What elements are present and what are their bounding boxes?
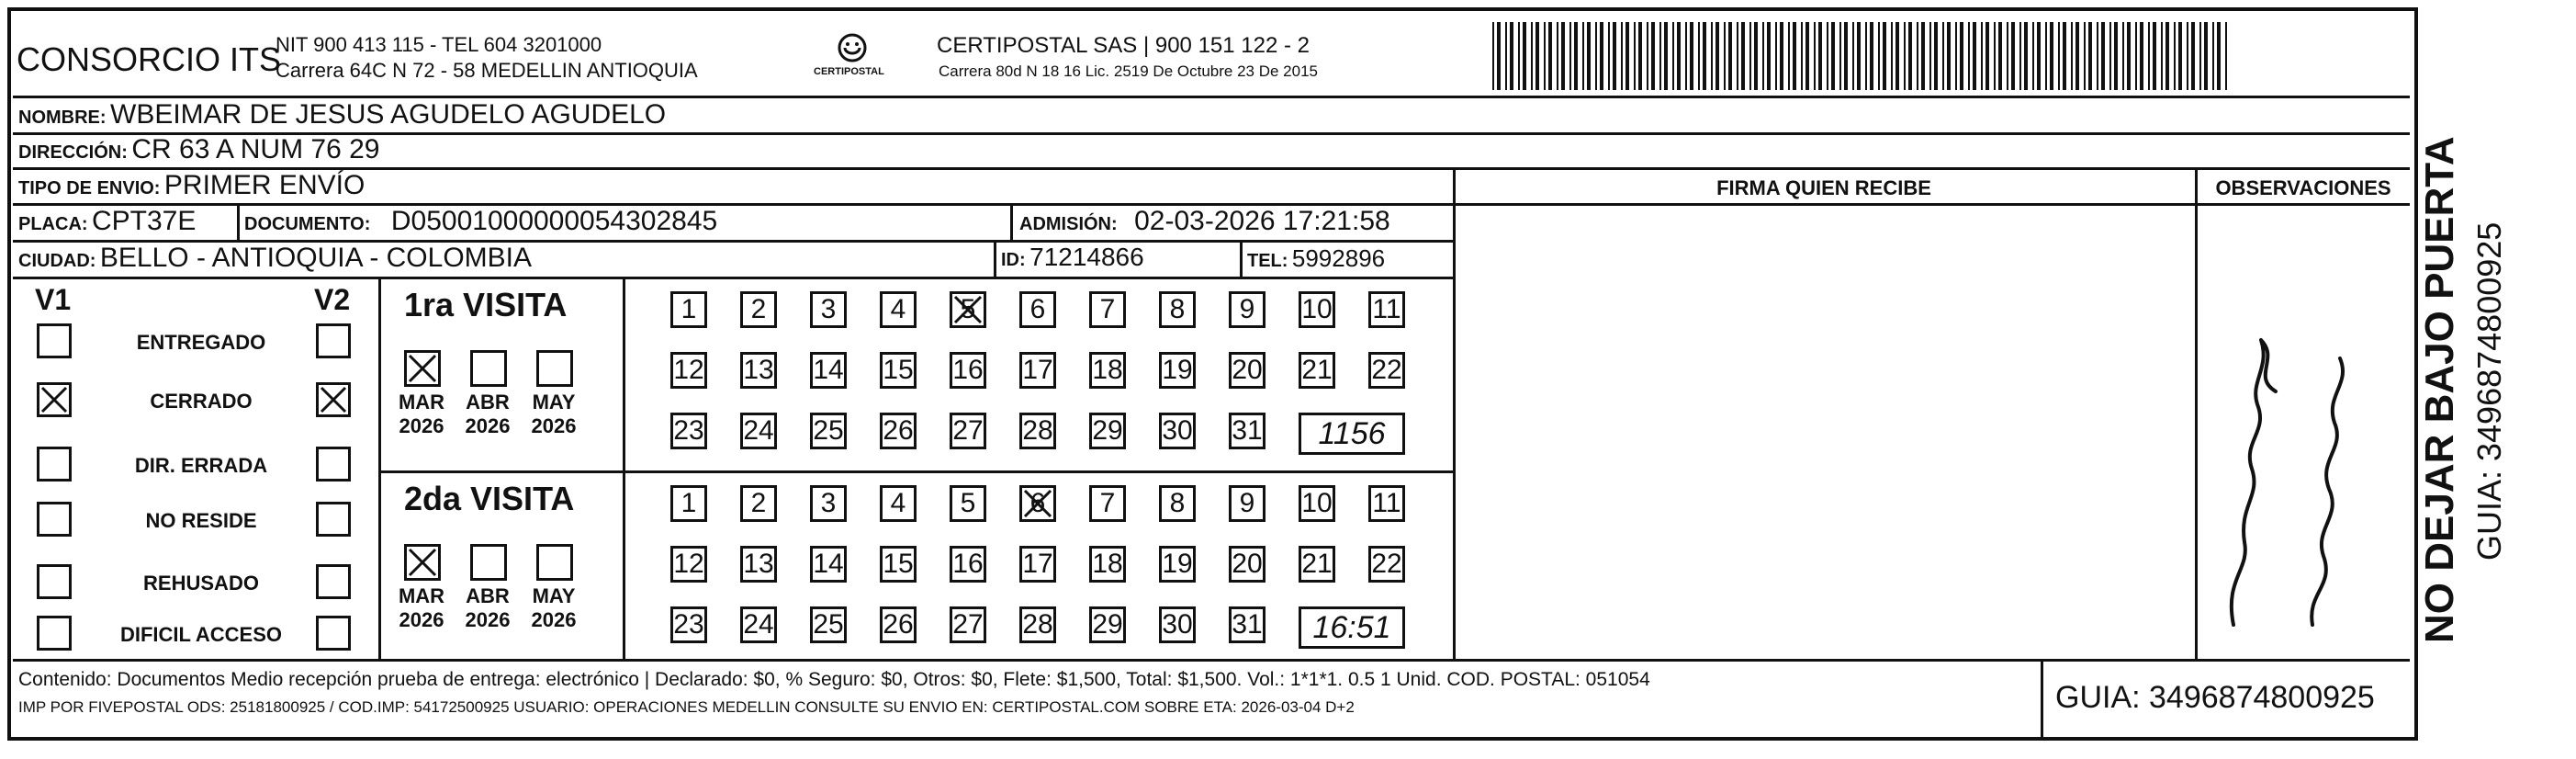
barcode-bar <box>2217 22 2221 90</box>
barcode-bar <box>1664 22 1668 90</box>
day-box[interactable]: 9 <box>1229 485 1266 522</box>
day-box[interactable]: 23 <box>670 413 707 449</box>
visit-title: 1ra VISITA <box>404 286 568 323</box>
v1-checkbox[interactable] <box>37 616 72 651</box>
day-box[interactable]: 3 <box>810 485 847 522</box>
status-label: DIFICIL ACCESO <box>119 623 282 646</box>
day-box[interactable]: 26 <box>880 413 917 449</box>
barcode-bar <box>2058 22 2060 90</box>
divider-placa-documento <box>237 203 240 240</box>
barcode-bar <box>1891 22 1893 90</box>
day-box[interactable]: 13 <box>740 546 777 583</box>
barcode-bar <box>1985 22 1989 90</box>
placa-row <box>18 206 196 237</box>
barcode-bar <box>1672 22 1674 90</box>
barcode-bar <box>1608 22 1610 90</box>
barcode-bar <box>1728 22 1732 90</box>
barcode-bar <box>1595 22 1597 90</box>
barcode-bar <box>1703 22 1706 90</box>
barcode-bar <box>2204 22 2208 90</box>
day-box[interactable]: 19 <box>1159 352 1196 389</box>
year-label: 2026 <box>531 414 577 437</box>
month-label: MAR <box>398 584 445 607</box>
day-box[interactable]: 14 <box>810 352 847 389</box>
documento-row <box>244 206 717 237</box>
year-label: 2026 <box>465 414 511 437</box>
visit-title: 2da VISITA <box>404 480 575 517</box>
day-box[interactable]: 25 <box>810 606 847 643</box>
day-box[interactable]: 23 <box>670 606 707 643</box>
side-warning-text: NO DEJAR BAJO PUERTA <box>2417 136 2462 643</box>
year-label: 2026 <box>399 414 444 437</box>
barcode-bar <box>1981 22 1983 90</box>
divider-id <box>994 240 996 277</box>
barcode-bar <box>1510 22 1513 90</box>
ciudad-value: BELLO - ANTIOQUIA - COLOMBIA <box>99 243 533 273</box>
day-box[interactable]: 29 <box>1089 606 1126 643</box>
divider-guia <box>2041 659 2043 737</box>
day-box[interactable]: 19 <box>1159 546 1196 583</box>
barcode-bar <box>1968 22 1970 90</box>
month-check-mark <box>406 352 439 385</box>
day-box[interactable]: 20 <box>1229 352 1266 389</box>
month-checkbox[interactable] <box>470 350 507 387</box>
barcode-bar <box>1582 22 1584 90</box>
handwritten-observation <box>2197 276 2408 652</box>
day-box[interactable]: 7 <box>1089 291 1126 328</box>
divider-footer <box>13 659 2410 662</box>
day-box[interactable]: 12 <box>670 546 707 583</box>
logo-icon <box>808 31 896 86</box>
v2-checkbox[interactable] <box>316 502 351 537</box>
day-box[interactable]: 21 <box>1299 352 1335 389</box>
v1-label: V1 <box>35 283 72 316</box>
barcode-bar <box>1698 22 1700 90</box>
nombre-label: NOMBRE: <box>18 108 107 128</box>
month-label: ABR <box>466 391 510 413</box>
barcode-bar <box>1960 22 1963 90</box>
barcode-bar <box>1947 22 1951 90</box>
barcode-bar <box>2161 22 2163 90</box>
barcode-bar <box>1955 22 1957 90</box>
divider-admision <box>1010 203 1013 240</box>
barcode-bar <box>1904 22 1906 90</box>
visit-time: 1156 <box>1299 413 1405 455</box>
barcode-bar <box>1659 22 1661 90</box>
year-label: 2026 <box>399 608 444 631</box>
barcode-bar <box>1634 22 1636 90</box>
day-box[interactable]: 21 <box>1299 546 1335 583</box>
side-warning <box>2417 129 2463 643</box>
status-label: DIR. ERRADA <box>134 454 268 477</box>
tel-label: TEL: <box>1247 251 1288 271</box>
day-box[interactable]: 13 <box>740 352 777 389</box>
barcode-bar <box>1518 22 1520 90</box>
barcode-bar <box>1852 22 1854 90</box>
v1-checkbox[interactable] <box>37 323 72 358</box>
day-box[interactable]: 4 <box>880 291 917 328</box>
barcode-bar <box>2135 22 2137 90</box>
day-box[interactable]: 27 <box>950 606 986 643</box>
barcode-bar <box>1818 22 1822 90</box>
day-box[interactable]: 29 <box>1089 413 1126 449</box>
nombre-value: WBEIMAR DE JESUS AGUDELO AGUDELO <box>110 99 667 130</box>
barcode-bar <box>1780 22 1783 90</box>
barcode-bar <box>2153 22 2156 90</box>
day-box[interactable]: 2 <box>740 291 777 328</box>
divider-tel <box>1240 240 1243 277</box>
tipo-label: TIPO DE ENVIO: <box>18 178 161 198</box>
divider-top <box>13 96 2410 98</box>
day-box[interactable]: 8 <box>1159 291 1196 328</box>
month-checkbox[interactable] <box>536 544 573 581</box>
id-value: 71214866 <box>1029 243 1144 271</box>
month-checkbox[interactable] <box>536 350 573 387</box>
barcode-bar <box>1814 22 1816 90</box>
barcode-bar <box>2007 22 2008 90</box>
barcode-bar <box>1715 22 1719 90</box>
day-box[interactable]: 28 <box>1019 606 1056 643</box>
direccion-label: DIRECCIÓN: <box>18 142 128 163</box>
day-box[interactable]: 5 <box>950 291 986 328</box>
tel-row <box>1247 244 1385 273</box>
barcode-bar <box>1942 22 1944 90</box>
day-box[interactable]: 2 <box>740 485 777 522</box>
v2-check-mark <box>318 384 349 415</box>
v2-checkbox[interactable] <box>316 616 351 651</box>
barcode-bar <box>1908 22 1912 90</box>
day-box[interactable]: 14 <box>810 546 847 583</box>
barcode-bar <box>2191 22 2195 90</box>
footer-line-2: IMP POR FIVEPOSTAL ODS: 25181800925 / COD.IMP: 54172500925 USUARIO: OPERACIONES MEDELLIN CONSULTE SU ENVIO EN: CERTIPOSTAL.COM SOBRE ETA: 2026-03-04 D+2 <box>18 698 1355 716</box>
barcode-bar <box>2050 22 2053 90</box>
barcode-bar <box>2075 22 2079 90</box>
barcode-bar <box>1711 22 1713 90</box>
company-name: CONSORCIO ITS <box>17 40 282 78</box>
status-label: NO RESIDE <box>145 509 257 532</box>
side-guia <box>2470 138 2509 561</box>
barcode-bar <box>1638 22 1642 90</box>
admision-label: ADMISIÓN: <box>1019 214 1118 234</box>
day-box[interactable]: 17 <box>1019 546 1056 583</box>
barcode-bar <box>1535 22 1539 90</box>
barcode-bar <box>1934 22 1938 90</box>
day-box[interactable]: 18 <box>1089 546 1126 583</box>
visit-time: 16:51 <box>1299 606 1405 649</box>
day-box[interactable]: 7 <box>1089 485 1126 522</box>
barcode-bar <box>1775 22 1777 90</box>
company-address: Carrera 64C N 72 - 58 MEDELLIN ANTIOQUIA <box>276 59 698 82</box>
barcode-bar <box>2165 22 2169 90</box>
month-checkbox[interactable] <box>470 544 507 581</box>
footer-guia: GUIA: 3496874800925 <box>2055 680 2375 715</box>
day-box[interactable]: 10 <box>1299 291 1335 328</box>
barcode-bar <box>2122 22 2124 90</box>
barcode-bar <box>1793 22 1796 90</box>
barcode-bar <box>2088 22 2092 90</box>
barcode-bar <box>2178 22 2182 90</box>
observaciones-label: OBSERVACIONES <box>2215 176 2391 199</box>
barcode-bar <box>1973 22 1976 90</box>
day-box[interactable]: 20 <box>1229 546 1266 583</box>
barcode-bar <box>1625 22 1629 90</box>
placa-value: CPT37E <box>92 206 197 236</box>
day-box[interactable]: 5 <box>950 485 986 522</box>
day-box[interactable]: 18 <box>1089 352 1126 389</box>
v1-checkbox[interactable] <box>37 564 72 599</box>
year-label: 2026 <box>531 608 577 631</box>
documento-label: DOCUMENTO: <box>244 214 371 234</box>
day-box[interactable]: 11 <box>1368 291 1405 328</box>
month-label: MAY <box>532 391 576 413</box>
month-label: MAY <box>532 584 576 607</box>
barcode-bar <box>1839 22 1841 90</box>
tel-value: 5992896 <box>1291 244 1386 272</box>
barcode-bar <box>2212 22 2214 90</box>
barcode-bar <box>2148 22 2150 90</box>
barcode-bar <box>2084 22 2086 90</box>
barcode-bar <box>1737 22 1738 90</box>
tipo-value: PRIMER ENVÍO <box>163 170 366 200</box>
day-box[interactable]: 24 <box>740 606 777 643</box>
divider-firma-header <box>1453 203 2410 206</box>
barcode-bar <box>2011 22 2015 90</box>
barcode-bar <box>1557 22 1558 90</box>
barcode-bar <box>1690 22 1693 90</box>
barcode-bar <box>1827 22 1828 90</box>
day-box[interactable]: 10 <box>1299 485 1335 522</box>
barcode-bar <box>1685 22 1687 90</box>
barcode-bar <box>2101 22 2105 90</box>
day-box[interactable]: 17 <box>1019 352 1056 389</box>
ciudad-label: CIUDAD: <box>18 251 96 271</box>
month-check-mark <box>406 546 439 579</box>
barcode-bar <box>1754 22 1758 90</box>
barcode-bar <box>1870 22 1873 90</box>
day-box[interactable]: 3 <box>810 291 847 328</box>
day-box[interactable]: 25 <box>810 413 847 449</box>
v2-checkbox[interactable] <box>316 447 351 481</box>
tipo-row <box>18 170 365 201</box>
barcode-bar <box>1561 22 1565 90</box>
v2-checkbox[interactable] <box>316 323 351 358</box>
barcode-bar <box>1762 22 1764 90</box>
day-box[interactable]: 4 <box>880 485 917 522</box>
day-box[interactable]: 8 <box>1159 485 1196 522</box>
barcode-bar <box>1574 22 1578 90</box>
barcode-bar <box>2045 22 2047 90</box>
barcode-bar <box>1587 22 1591 90</box>
barcode-bar <box>1865 22 1867 90</box>
barcode-bar <box>1651 22 1655 90</box>
barcode-bar <box>1741 22 1745 90</box>
v1-checkbox[interactable] <box>37 447 72 481</box>
barcode-bar <box>2109 22 2111 90</box>
barcode-bar <box>1831 22 1835 90</box>
barcode-bar <box>1548 22 1552 90</box>
divider-months-days <box>623 277 625 659</box>
barcode-bar <box>1505 22 1507 90</box>
barcode-bar <box>2024 22 2028 90</box>
day-box[interactable]: 1 <box>670 485 707 522</box>
barcode-bar <box>2114 22 2118 90</box>
divider-ciudad <box>13 277 1453 279</box>
status-label: REHUSADO <box>143 572 259 595</box>
firma-label: FIRMA QUIEN RECIBE <box>1716 176 1931 199</box>
barcode-bar <box>2199 22 2201 90</box>
nombre-row <box>18 99 666 130</box>
barcode-bar <box>2187 22 2188 90</box>
day-check-mark <box>1021 487 1054 520</box>
barcode-bar <box>2140 22 2143 90</box>
footer-line-1: Contenido: Documentos Medio recepción prueba de entrega: electrónico | Declarado: $0, % Seguro: $0, Otros: $0, Flete: $1,500, Total: $1,500. Vol.: 1*1*1. 0.5 1 Unid. COD. POSTAL: 051054 <box>18 669 1650 690</box>
barcode-bar <box>1621 22 1623 90</box>
status-label: ENTREGADO <box>136 331 266 354</box>
barcode-bar <box>2071 22 2073 90</box>
day-box[interactable]: 11 <box>1368 485 1405 522</box>
barcode-bar <box>1544 22 1546 90</box>
barcode-bar <box>1497 22 1501 90</box>
status-label: CERRADO <box>150 390 253 413</box>
barcode-bar <box>1523 22 1526 90</box>
day-check-mark <box>951 293 984 326</box>
ciudad-row <box>18 243 532 274</box>
month-label: MAR <box>398 391 445 413</box>
day-box[interactable]: 9 <box>1229 291 1266 328</box>
day-box[interactable]: 1 <box>670 291 707 328</box>
barcode-bar <box>2063 22 2066 90</box>
barcode-bar <box>1600 22 1603 90</box>
barcode-bar <box>2037 22 2041 90</box>
barcode-bar <box>1998 22 2002 90</box>
divider-firma-left <box>1453 167 1456 659</box>
direccion-row <box>18 134 379 165</box>
month-label: ABR <box>466 584 510 607</box>
id-row <box>1001 243 1144 272</box>
v1-check-mark <box>39 384 70 415</box>
barcode-bar <box>1788 22 1790 90</box>
barcode-bar <box>1878 22 1880 90</box>
day-box[interactable]: 28 <box>1019 413 1056 449</box>
barcode <box>1492 22 2232 90</box>
barcode-bar <box>1994 22 1996 90</box>
divider-status-right <box>378 277 381 659</box>
day-box[interactable]: 30 <box>1159 606 1196 643</box>
barcode-bar <box>1613 22 1616 90</box>
side-guia-text: GUIA: 3496874800925 <box>2470 221 2508 561</box>
day-box[interactable]: 27 <box>950 413 986 449</box>
barcode-bar <box>1767 22 1771 90</box>
divider-direccion <box>13 167 2410 170</box>
barcode-bar <box>1724 22 1726 90</box>
day-box[interactable]: 6 <box>1019 485 1056 522</box>
courier-line: CERTIPOSTAL SAS | 900 151 122 - 2 <box>937 33 1310 58</box>
day-box[interactable]: 22 <box>1368 352 1405 389</box>
day-box[interactable]: 16 <box>950 352 986 389</box>
day-box[interactable]: 30 <box>1159 413 1196 449</box>
v2-label: V2 <box>314 283 351 316</box>
company-nit: NIT 900 413 115 - TEL 604 3201000 <box>276 33 602 56</box>
day-box[interactable]: 22 <box>1368 546 1405 583</box>
barcode-bar <box>1647 22 1648 90</box>
barcode-bar <box>2174 22 2176 90</box>
day-box[interactable]: 15 <box>880 352 917 389</box>
day-box[interactable]: 26 <box>880 606 917 643</box>
direccion-value: CR 63 A NUM 76 29 <box>131 134 380 164</box>
barcode-bar <box>1921 22 1925 90</box>
v1-checkbox[interactable] <box>37 502 72 537</box>
barcode-bar <box>1492 22 1494 90</box>
day-box[interactable]: 24 <box>740 413 777 449</box>
barcode-bar <box>1895 22 1899 90</box>
day-box[interactable]: 15 <box>880 546 917 583</box>
day-box[interactable]: 31 <box>1229 606 1266 643</box>
courier-address: Carrera 80d N 18 16 Lic. 2519 De Octubre 23 De 2015 <box>939 62 1318 80</box>
placa-label: PLACA: <box>18 214 88 234</box>
barcode-bar <box>2097 22 2098 90</box>
admision-row <box>1019 206 1390 237</box>
barcode-bar <box>1805 22 1809 90</box>
barcode-bar <box>1929 22 1931 90</box>
barcode-bar <box>1917 22 1918 90</box>
day-box[interactable]: 12 <box>670 352 707 389</box>
barcode-bar <box>1677 22 1681 90</box>
day-box[interactable]: 16 <box>950 546 986 583</box>
barcode-bar <box>2225 22 2227 90</box>
v2-checkbox[interactable] <box>316 564 351 599</box>
documento-value: D05001000000054302845 <box>390 206 718 236</box>
barcode-bar <box>1801 22 1803 90</box>
barcode-bar <box>2127 22 2131 90</box>
id-label: ID: <box>1001 250 1026 270</box>
barcode-bar <box>2019 22 2021 90</box>
barcode-bar <box>1883 22 1886 90</box>
admision-value: 02-03-2026 17:21:58 <box>1134 206 1390 236</box>
day-box[interactable]: 6 <box>1019 291 1056 328</box>
certipostal-logo <box>808 31 896 86</box>
barcode-bar <box>1569 22 1571 90</box>
barcode-bar <box>1531 22 1533 90</box>
barcode-bar <box>2032 22 2034 90</box>
day-box[interactable]: 31 <box>1229 413 1266 449</box>
year-label: 2026 <box>465 608 511 631</box>
barcode-bar <box>1749 22 1751 90</box>
divider-visits <box>378 470 1453 473</box>
barcode-bar <box>1844 22 1848 90</box>
barcode-bar <box>1857 22 1861 90</box>
logo-text: CERTIPOSTAL <box>814 66 884 77</box>
